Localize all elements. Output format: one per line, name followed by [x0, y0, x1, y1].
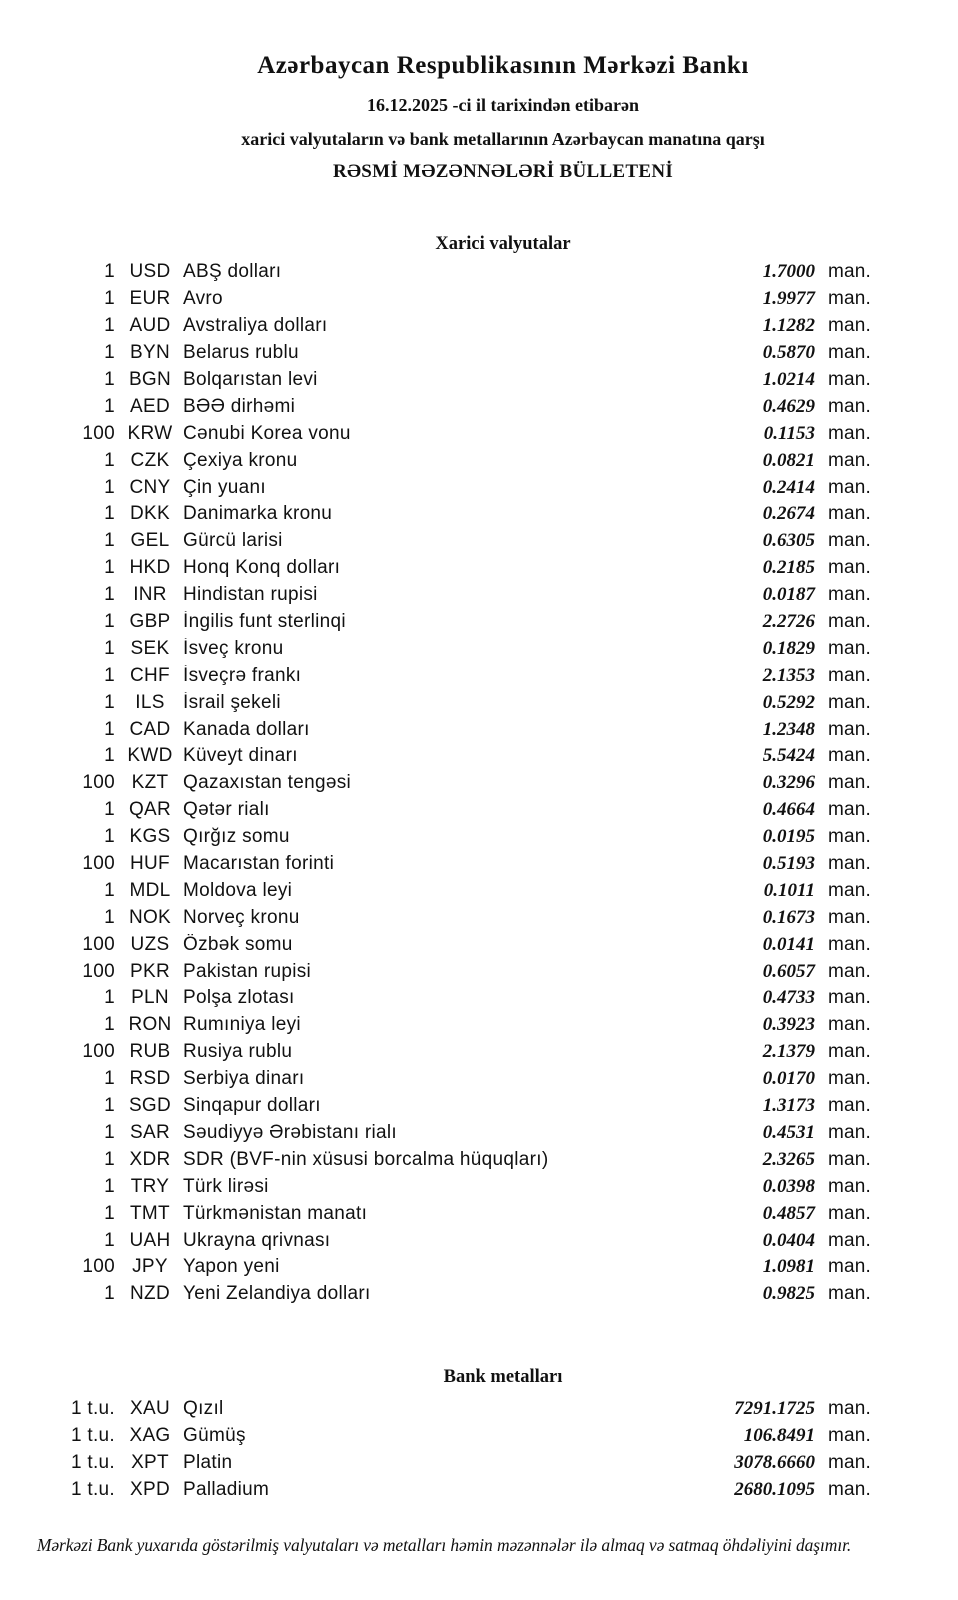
currency-code: ILS [135, 691, 165, 713]
unit-label: man. [828, 1452, 872, 1474]
currency-name: İngilis funt sterlinqi [183, 611, 346, 633]
unit-label: man. [828, 261, 872, 283]
rate-row [0, 474, 958, 501]
rate-value: 0.4733 [762, 987, 815, 1009]
quantity: 1 t.u. [70, 1425, 115, 1447]
rate-value: 1.2348 [762, 718, 815, 740]
currency-name: Danimarka kronu [183, 503, 333, 525]
unit-label: man. [828, 1479, 872, 1501]
rate-value: 0.0821 [762, 449, 815, 471]
rate-row [0, 1423, 958, 1450]
currency-name: Honq Konq dolları [183, 557, 341, 579]
rate-value: 0.3296 [762, 772, 815, 794]
unit-label: man. [828, 395, 872, 417]
rate-row [0, 447, 958, 474]
metals-table [0, 1396, 958, 1504]
rate-value: 0.0195 [762, 826, 815, 848]
currency-name: Sinqapur dolları [183, 1095, 321, 1117]
rate-value: 0.3923 [762, 1014, 815, 1036]
rate-row [0, 797, 958, 824]
subject-line: xarici valyutaların və bank metallarının Azərbaycan manatına qarşı [241, 129, 765, 149]
footer-disclaimer: Mərkəzi Bank yuxarıda göstərilmiş valyutaları və metalları həmin məzənnələr ilə almaq və satmaq öhdəliyini daşımır. [36, 1535, 852, 1555]
rate-value: 0.2414 [762, 476, 815, 498]
rate-value: 2.3265 [762, 1148, 815, 1170]
unit-label: man. [828, 1148, 872, 1170]
currency-code: MDL [129, 879, 171, 901]
rate-row [0, 1227, 958, 1254]
quantity: 100 [82, 853, 115, 875]
currency-code: NZD [130, 1283, 170, 1305]
unit-label: man. [828, 503, 872, 525]
rate-value: 2.2726 [762, 611, 815, 633]
quantity: 1 [104, 530, 115, 552]
rate-row [0, 1146, 958, 1173]
currency-code: SEK [130, 637, 170, 659]
currency-code: AUD [129, 315, 171, 337]
metal-name: Qızıl [183, 1398, 224, 1420]
currency-name: Hindistan rupisi [183, 584, 318, 606]
unit-label: man. [828, 933, 872, 955]
quantity: 1 [104, 503, 115, 525]
date-line: 16.12.2025 -ci il tarixindən etibarən [367, 95, 639, 115]
section-title-metals: Bank metalları [443, 1367, 563, 1387]
currency-name: Yapon yeni [183, 1256, 280, 1278]
quantity: 1 t.u. [70, 1452, 115, 1474]
currency-code: SGD [128, 1095, 172, 1117]
rate-row [0, 1066, 958, 1093]
currency-code: BYN [130, 342, 170, 364]
rate-value: 0.2185 [762, 557, 815, 579]
unit-label: man. [828, 342, 872, 364]
quantity: 1 [104, 1202, 115, 1224]
unit-label: man. [828, 1041, 872, 1063]
currency-name: Cənubi Korea vonu [183, 422, 351, 444]
quantity: 100 [82, 422, 115, 444]
quantity: 1 [104, 261, 115, 283]
unit-label: man. [828, 906, 872, 928]
quantity: 1 [104, 584, 115, 606]
rate-row [0, 1477, 958, 1504]
currency-name: Gürcü larisi [183, 530, 283, 552]
quantity: 1 [104, 691, 115, 713]
currency-code: INR [133, 584, 167, 606]
rate-value: 0.0398 [762, 1175, 815, 1197]
rate-row [0, 393, 958, 420]
currency-code: BGN [128, 369, 172, 390]
quantity: 1 [104, 1229, 115, 1251]
currency-code: RUB [129, 1041, 171, 1063]
rate-row [0, 1254, 958, 1281]
rate-row [0, 340, 958, 367]
metal-name: Platin [183, 1452, 233, 1474]
quantity: 1 [104, 1095, 115, 1117]
unit-label: man. [828, 476, 872, 498]
metal-code: XAU [130, 1398, 170, 1420]
currency-code: USD [129, 261, 171, 283]
rate-row [0, 904, 958, 931]
rate-value: 2680.1095 [734, 1479, 815, 1501]
currency-code: TRY [130, 1175, 170, 1197]
currency-name: İsrail şekeli [183, 691, 281, 713]
unit-label: man. [828, 745, 872, 767]
rate-value: 0.1011 [763, 879, 815, 901]
rate-row [0, 286, 958, 313]
rate-value: 0.4531 [762, 1121, 815, 1143]
currency-code: KRW [127, 422, 173, 444]
unit-label: man. [828, 584, 872, 606]
quantity: 1 [104, 557, 115, 579]
rate-row [0, 1200, 958, 1227]
rate-value: 0.6057 [762, 960, 815, 982]
unit-label: man. [828, 369, 872, 390]
unit-label: man. [828, 288, 872, 310]
quantity: 100 [82, 933, 115, 955]
quantity: 1 [104, 664, 115, 686]
currency-code: CAD [129, 718, 171, 740]
rate-value: 2.1379 [762, 1041, 815, 1063]
rate-value: 7291.1725 [734, 1398, 815, 1420]
currency-code: JPY [132, 1256, 168, 1278]
quantity: 1 [104, 879, 115, 901]
quantity: 1 [104, 288, 115, 310]
quantity: 1 t.u. [70, 1479, 115, 1501]
currency-name: Belarus rublu [183, 342, 299, 364]
quantity: 1 [104, 987, 115, 1009]
quantity: 1 [104, 1121, 115, 1143]
unit-label: man. [828, 718, 872, 740]
rate-value: 3078.6660 [734, 1452, 815, 1474]
quantity: 1 [104, 476, 115, 498]
currency-code: SAR [130, 1121, 170, 1143]
rate-value: 0.6305 [762, 530, 815, 552]
quantity: 1 [104, 906, 115, 928]
unit-label: man. [828, 664, 872, 686]
rate-value: 0.0187 [762, 584, 815, 606]
currency-name: Küveyt dinarı [183, 745, 298, 767]
unit-label: man. [828, 853, 872, 875]
currency-name: Serbiya dinarı [183, 1068, 305, 1090]
rate-row [0, 501, 958, 528]
unit-label: man. [828, 557, 872, 579]
currency-name: İsveç kronu [183, 637, 284, 659]
metal-code: XPT [131, 1452, 169, 1474]
rate-value: 0.4857 [762, 1202, 815, 1224]
rate-row [0, 931, 958, 958]
currency-name: Avro [183, 288, 223, 310]
currency-name: Polşa zlotası [183, 987, 295, 1009]
rate-value: 0.5870 [762, 342, 815, 364]
rate-row [0, 609, 958, 636]
unit-label: man. [828, 1095, 872, 1117]
rate-value: 0.4629 [762, 395, 815, 417]
unit-label: man. [828, 1398, 872, 1420]
metal-name: Gümüş [183, 1425, 246, 1447]
rate-row [0, 743, 958, 770]
quantity: 1 [104, 1175, 115, 1197]
currency-name: BƏƏ dirhəmi [183, 395, 296, 417]
unit-label: man. [828, 637, 872, 659]
currencies-table [0, 259, 958, 1308]
quantity: 1 [104, 718, 115, 740]
unit-label: man. [828, 422, 872, 444]
rate-value: 1.7000 [762, 261, 815, 283]
unit-label: man. [828, 1121, 872, 1143]
quantity: 1 [104, 395, 115, 417]
page-title: Azərbaycan Respublikasının Mərkəzi Bankı [257, 52, 749, 79]
currency-name: Avstraliya dolları [183, 315, 328, 337]
rate-value: 0.1153 [763, 422, 815, 444]
rate-value: 0.9825 [762, 1283, 815, 1305]
rate-row [0, 662, 958, 689]
currency-code: GBP [129, 611, 171, 633]
currency-code: KGS [129, 826, 171, 848]
rate-row [0, 985, 958, 1012]
rate-row [0, 851, 958, 878]
currency-code: TMT [130, 1202, 170, 1224]
currency-code: PKR [130, 960, 170, 982]
currency-name: Türkmənistan manatı [183, 1202, 368, 1224]
bulletin-title: RƏSMİ MƏZƏNNƏLƏRİ BÜLLETENİ [332, 161, 674, 182]
quantity: 1 [104, 745, 115, 767]
rate-row [0, 259, 958, 286]
quantity: 1 [104, 342, 115, 364]
unit-label: man. [828, 1256, 872, 1278]
rate-row [0, 1281, 958, 1308]
unit-label: man. [828, 1425, 872, 1447]
unit-label: man. [828, 449, 872, 471]
currency-code: CNY [129, 476, 171, 498]
rate-value: 2.1353 [762, 664, 815, 686]
currency-name: Qətər rialı [183, 799, 270, 821]
unit-label: man. [828, 1202, 872, 1224]
currency-name: Çexiya kronu [183, 449, 298, 471]
rate-value: 1.9977 [762, 288, 815, 310]
currency-name: Qırğız somu [183, 826, 290, 848]
currency-code: NOK [128, 906, 172, 928]
currency-code: RON [128, 1014, 172, 1036]
currency-name: Moldova leyi [183, 879, 293, 901]
rate-value: 1.1282 [762, 315, 815, 337]
metal-code: XAG [129, 1425, 171, 1447]
unit-label: man. [828, 826, 872, 848]
currency-code: PLN [131, 987, 169, 1009]
quantity: 100 [82, 1256, 115, 1278]
quantity: 1 t.u. [70, 1398, 115, 1420]
rate-value: 0.0170 [762, 1068, 815, 1090]
rate-row [0, 1093, 958, 1120]
quantity: 100 [82, 1041, 115, 1063]
rate-value: 0.1673 [762, 906, 815, 928]
currency-name: Səudiyyə Ərəbistanı rialı [183, 1121, 398, 1143]
quantity: 1 [104, 449, 115, 471]
currency-code: KZT [131, 772, 169, 794]
rate-row [0, 555, 958, 582]
currency-name: Yeni Zelandiya dolları [183, 1283, 371, 1305]
rate-row [0, 1012, 958, 1039]
rate-row [0, 770, 958, 797]
rate-value: 0.5193 [762, 853, 815, 875]
metal-name: Palladium [183, 1479, 270, 1501]
currency-name: Norveç kronu [183, 906, 300, 928]
quantity: 1 [104, 1148, 115, 1170]
unit-label: man. [828, 960, 872, 982]
rate-row [0, 1450, 958, 1477]
currency-code: KWD [127, 745, 173, 767]
quantity: 1 [104, 1014, 115, 1036]
currency-name: Ukrayna qrivnası [183, 1229, 331, 1251]
quantity: 1 [104, 799, 115, 821]
unit-label: man. [828, 1229, 872, 1251]
currency-name: Özbək somu [183, 933, 293, 955]
currency-code: HKD [129, 557, 171, 579]
rate-row [0, 582, 958, 609]
currency-code: XDR [129, 1148, 171, 1170]
rate-value: 106.8491 [743, 1425, 815, 1447]
rate-row [0, 420, 958, 447]
currency-name: İsveçrə frankı [183, 664, 302, 686]
rate-value: 0.5292 [762, 691, 815, 713]
quantity: 1 [104, 1283, 115, 1305]
rate-value: 0.0404 [762, 1229, 815, 1251]
unit-label: man. [828, 315, 872, 337]
rate-row [0, 1396, 958, 1423]
quantity: 1 [104, 637, 115, 659]
quantity: 100 [82, 960, 115, 982]
rate-row [0, 689, 958, 716]
quantity: 1 [104, 369, 115, 390]
currency-name: Rusiya rublu [183, 1041, 293, 1063]
rate-value: 0.0141 [762, 933, 815, 955]
currency-name: ABŞ dolları [183, 261, 282, 283]
currency-name: Qazaxıstan tengəsi [183, 772, 352, 794]
currency-name: Çin yuanı [183, 476, 266, 498]
currency-name: SDR (BVF-nin xüsusi borcalma hüquqları) [183, 1148, 549, 1170]
rate-row [0, 528, 958, 555]
unit-label: man. [828, 1175, 872, 1197]
currency-name: Pakistan rupisi [183, 960, 312, 982]
currency-code: AED [130, 395, 170, 417]
rate-row [0, 1039, 958, 1066]
unit-label: man. [828, 611, 872, 633]
quantity: 100 [82, 772, 115, 794]
unit-label: man. [828, 987, 872, 1009]
quantity: 1 [104, 315, 115, 337]
quantity: 1 [104, 826, 115, 848]
rate-row [0, 1120, 958, 1147]
unit-label: man. [828, 530, 872, 552]
quantity: 1 [104, 611, 115, 633]
currency-code: DKK [130, 503, 170, 525]
unit-label: man. [828, 799, 872, 821]
quantity: 1 [104, 1068, 115, 1090]
currency-code: EUR [129, 288, 171, 310]
rate-value: 1.3173 [762, 1095, 815, 1117]
metal-code: XPD [130, 1479, 170, 1501]
rate-value: 0.4664 [762, 799, 815, 821]
rate-row [0, 716, 958, 743]
rate-row [0, 958, 958, 985]
rate-value: 5.5424 [762, 745, 815, 767]
unit-label: man. [828, 1283, 872, 1305]
unit-label: man. [828, 772, 872, 794]
currency-name: Kanada dolları [183, 718, 310, 740]
unit-label: man. [828, 879, 872, 901]
currency-code: CHF [130, 664, 170, 686]
currency-name: Rumıniya leyi [183, 1014, 301, 1036]
rate-value: 1.0214 [762, 369, 815, 390]
page-header [48, 50, 958, 185]
currency-code: UZS [130, 933, 170, 955]
rate-row [0, 313, 958, 340]
currency-code: GEL [130, 530, 170, 552]
rate-row [0, 824, 958, 851]
currency-code: UAH [129, 1229, 171, 1251]
currency-code: QAR [128, 799, 172, 821]
currency-code: RSD [129, 1068, 171, 1090]
currency-name: Türk lirəsi [183, 1175, 269, 1197]
rate-row [0, 877, 958, 904]
unit-label: man. [828, 1068, 872, 1090]
rate-value: 1.0981 [762, 1256, 815, 1278]
section-title-currencies: Xarici valyutalar [435, 234, 571, 254]
rate-value: 0.2674 [762, 503, 815, 525]
rate-row [0, 1173, 958, 1200]
currency-name: Bolqarıstan levi [183, 369, 318, 390]
rate-row [0, 367, 958, 394]
currency-name: Macarıstan forinti [183, 853, 335, 875]
rate-value: 0.1829 [762, 637, 815, 659]
unit-label: man. [828, 691, 872, 713]
unit-label: man. [828, 1014, 872, 1036]
rate-row [0, 635, 958, 662]
currency-code: CZK [130, 449, 170, 471]
currency-code: HUF [130, 853, 170, 875]
